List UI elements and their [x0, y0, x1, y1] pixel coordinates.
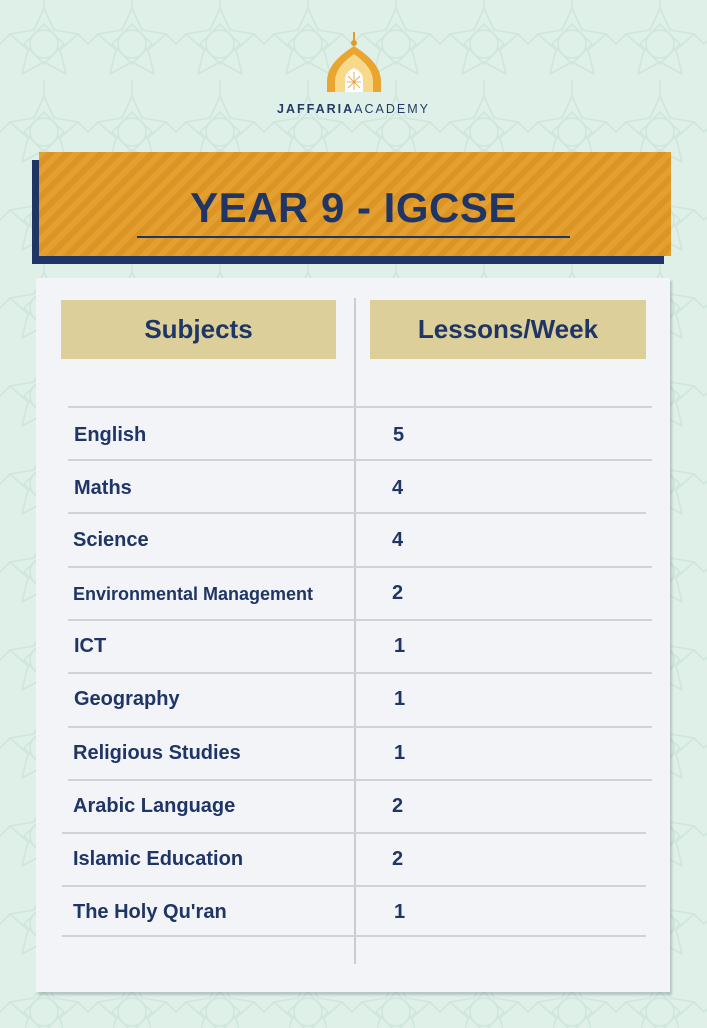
lessons-cell: 2 — [392, 582, 404, 604]
subject-cell: The Holy Qu'ran — [73, 901, 227, 923]
row-divider — [68, 619, 652, 621]
subject-cell: English — [74, 424, 147, 446]
lessons-cell: 1 — [394, 688, 406, 710]
subject-cell: Geography — [74, 688, 180, 710]
subjects-column-header: Subjects — [61, 300, 336, 359]
row-divider — [68, 566, 652, 568]
subject-cell: Maths — [74, 477, 132, 499]
row-divider — [68, 779, 652, 781]
title-underline — [137, 236, 570, 238]
mosque-dome-icon — [321, 30, 387, 96]
lessons-cell: 1 — [394, 742, 406, 764]
column-divider — [354, 298, 356, 964]
lessons-cell: 1 — [394, 901, 406, 923]
subject-cell: Islamic Education — [73, 848, 244, 870]
subject-cell: Religious Studies — [73, 742, 241, 764]
lessons-cell: 1 — [394, 635, 406, 657]
row-divider — [62, 935, 646, 937]
subject-cell: Science — [73, 529, 149, 551]
lessons-cell: 4 — [392, 477, 404, 499]
subject-cell: Arabic Language — [73, 795, 236, 817]
lessons-cell: 2 — [392, 795, 404, 817]
row-divider — [68, 406, 652, 408]
lessons-cell: 2 — [392, 848, 404, 870]
row-divider — [68, 672, 652, 674]
brand-name-bold: JAFFARIA — [277, 102, 355, 116]
row-divider — [68, 512, 646, 514]
lessons-cell: 5 — [393, 424, 405, 446]
subject-cell: ICT — [74, 635, 107, 657]
brand-name — [0, 102, 707, 116]
row-divider — [68, 726, 652, 728]
lessons-cell: 4 — [392, 529, 404, 551]
lessons-column-header: Lessons/Week — [370, 300, 646, 359]
row-divider — [62, 885, 646, 887]
page-title: YEAR 9 - IGCSE — [190, 184, 517, 231]
academy-logo — [0, 30, 707, 116]
row-divider — [62, 832, 646, 834]
brand-name-regular: ACADEMY — [354, 102, 430, 116]
row-divider — [68, 459, 652, 461]
subject-cell: Environmental Management — [73, 584, 314, 604]
